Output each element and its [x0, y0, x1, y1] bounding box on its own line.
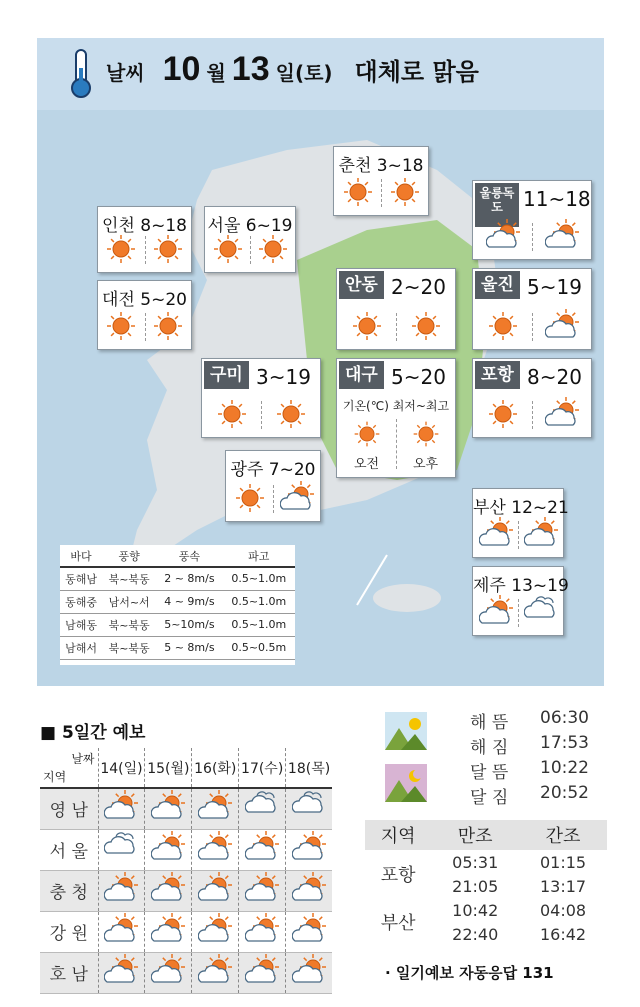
- sun-icon: [233, 481, 267, 515]
- moonset-label: 달 짐: [470, 788, 509, 808]
- city-card-daejeon: [97, 280, 192, 350]
- sun-icon: [211, 232, 245, 266]
- moonrise-label: 달 뜸: [470, 763, 509, 783]
- sun-icon: [151, 309, 185, 343]
- city-badge-pohang: 포항: [475, 361, 520, 389]
- moonrise-icon: [385, 764, 427, 802]
- table-row: 영 남: [40, 788, 332, 829]
- city-range-pohang: 8~20: [527, 365, 582, 389]
- forecast-day: 14(일): [98, 748, 145, 788]
- title-summary: 대체로 맑음: [354, 58, 479, 86]
- city-label-chuncheon: 춘천 3~18: [338, 156, 424, 176]
- cloudy-icon: [104, 831, 138, 865]
- sunrise-icon: [385, 712, 427, 750]
- partly-cloudy-icon: [545, 397, 579, 431]
- partly-cloudy-icon: [292, 831, 326, 865]
- partly-cloudy-icon: [545, 309, 579, 343]
- table-row: 강 원: [40, 911, 332, 952]
- table-row: 21:05 13:17: [452, 876, 587, 896]
- sun-icon: [411, 419, 441, 449]
- title-month: 10: [162, 50, 201, 88]
- partly-cloudy-icon: [292, 872, 326, 906]
- thermometer-icon: [67, 48, 95, 100]
- moonset-time: 20:52: [540, 783, 589, 803]
- tide-header: 만조: [431, 820, 519, 850]
- sea-header: 바다: [60, 545, 102, 567]
- partly-cloudy-icon: [151, 954, 185, 988]
- city-range-ulleung: 11~18: [523, 187, 591, 211]
- partly-cloudy-icon: [151, 790, 185, 824]
- forecast-day: 17(수): [239, 748, 286, 788]
- city-card-daegu: [336, 358, 456, 478]
- city-card-pohang: [472, 358, 592, 438]
- partly-cloudy-icon: [245, 913, 279, 947]
- title-day-unit: 일(토): [275, 61, 333, 85]
- partly-cloudy-icon: [104, 872, 138, 906]
- sea-header: 풍향: [102, 545, 156, 567]
- sun-icon: [486, 397, 520, 431]
- partly-cloudy-icon: [245, 872, 279, 906]
- city-range-uljin: 5~19: [527, 275, 582, 299]
- table-row: 남해서 북~북동 5 ~ 8m/s 0.5~0.5m: [60, 636, 295, 659]
- cloudy-icon: [245, 790, 279, 824]
- table-row: 동해남 북~북동 2 ~ 8m/s 0.5~1.0m: [60, 567, 295, 590]
- footer-note: · 일기예보 자동응답 131: [385, 964, 554, 982]
- tide-header: 간조: [519, 820, 607, 850]
- city-card-chuncheon: [333, 146, 429, 216]
- partly-cloudy-icon: [292, 954, 326, 988]
- table-row: 호 남: [40, 952, 332, 993]
- city-card-incheon: [97, 206, 192, 273]
- city-card-seoul: [204, 206, 296, 273]
- daegu-pm-label: 오후: [412, 457, 439, 472]
- city-card-busan: [472, 488, 569, 558]
- forecast-title: ■ 5일간 예보: [40, 723, 146, 743]
- table-row: 부산 10:42 04:08: [380, 900, 587, 934]
- partly-cloudy-icon: [198, 790, 232, 824]
- table-row: 서 울: [40, 829, 332, 870]
- partly-cloudy-icon: [245, 954, 279, 988]
- cloudy-icon: [524, 595, 558, 629]
- moonrise-time: 10:22: [540, 758, 589, 778]
- jeju-island-shape: [373, 584, 441, 612]
- sun-icon: [104, 309, 138, 343]
- partly-cloudy-icon: [486, 219, 520, 253]
- sun-icon: [486, 309, 520, 343]
- city-card-gwangju: [225, 450, 321, 522]
- sun-icon: [341, 175, 375, 209]
- partly-cloudy-icon: [151, 831, 185, 865]
- daegu-am-label: 오전: [353, 457, 380, 472]
- city-badge-gumi: 구미: [204, 361, 249, 389]
- city-badge-ulleung: 울릉독도: [475, 183, 519, 227]
- partly-cloudy-icon: [198, 954, 232, 988]
- partly-cloudy-icon: [280, 481, 314, 515]
- sea-header: 풍속: [156, 545, 222, 567]
- sun-icon: [274, 397, 308, 431]
- cloudy-icon: [292, 790, 326, 824]
- sunset-time: 17:53: [540, 733, 589, 753]
- city-card-uljin: [472, 268, 592, 350]
- partly-cloudy-icon: [292, 913, 326, 947]
- partly-cloudy-icon: [545, 219, 579, 253]
- partly-cloudy-icon: [479, 517, 513, 551]
- city-badge-uljin: 울진: [475, 271, 520, 299]
- partly-cloudy-icon: [245, 831, 279, 865]
- daegu-legend-label: 기온(℃) 최저~최고: [342, 399, 450, 413]
- partly-cloudy-icon: [104, 790, 138, 824]
- sunrise-time: 06:30: [540, 708, 589, 728]
- city-badge-andong: 안동: [339, 271, 384, 299]
- partly-cloudy-icon: [198, 831, 232, 865]
- city-label-jeju: 제주 13~19: [473, 576, 569, 596]
- sunset-label: 해 짐: [470, 738, 509, 758]
- city-label-daejeon: 대전 5~20: [102, 290, 187, 310]
- title-month-unit: 월: [206, 61, 226, 85]
- partly-cloudy-icon: [479, 595, 513, 629]
- partly-cloudy-icon: [151, 872, 185, 906]
- tide-table: [365, 820, 607, 946]
- title-day: 13: [231, 50, 270, 88]
- partly-cloudy-icon: [198, 872, 232, 906]
- sun-icon: [256, 232, 290, 266]
- table-row: 동해중 남서~서 4 ~ 9m/s 0.5~1.0m: [60, 590, 295, 613]
- city-label-busan: 부산 12~21: [473, 498, 569, 518]
- sun-icon: [104, 232, 138, 266]
- page-title: [106, 50, 479, 100]
- city-range-andong: 2~20: [391, 275, 446, 299]
- table-row: 충 청: [40, 870, 332, 911]
- city-card-jeju: [472, 566, 569, 636]
- city-range-gumi: 3~19: [256, 365, 311, 389]
- forecast-day: 18(목): [286, 748, 332, 788]
- partly-cloudy-icon: [524, 517, 558, 551]
- sun-icon: [388, 175, 422, 209]
- city-label-seoul: 서울 6~19: [207, 216, 293, 236]
- tide-header: 지역: [365, 820, 431, 850]
- forecast-corner: 날짜 지역: [40, 748, 98, 788]
- partly-cloudy-icon: [198, 913, 232, 947]
- sunrise-label: 해 뜸: [470, 713, 509, 733]
- forecast-day: 15(월): [145, 748, 192, 788]
- sun-icon: [215, 397, 249, 431]
- city-label-gwangju: 광주 7~20: [230, 460, 316, 480]
- city-badge-daegu: 대구: [339, 361, 384, 389]
- table-row: 남해동 북~북동 5~10m/s 0.5~1.0m: [60, 613, 295, 636]
- city-card-gumi: [201, 358, 321, 438]
- sun-icon: [350, 309, 384, 343]
- sun-icon: [151, 232, 185, 266]
- partly-cloudy-icon: [151, 913, 185, 947]
- sea-table: [60, 545, 295, 665]
- table-row: 포항 05:31 01:15: [380, 852, 587, 886]
- title-label: 날씨: [106, 61, 145, 85]
- forecast-day: 16(화): [192, 748, 239, 788]
- city-range-daegu: 5~20: [391, 365, 446, 389]
- city-card-andong: [336, 268, 456, 350]
- city-card-ulleung: [472, 180, 592, 260]
- sea-header: 파고: [223, 545, 295, 567]
- sun-icon: [409, 309, 443, 343]
- city-label-incheon: 인천 8~18: [102, 216, 187, 236]
- sun-icon: [352, 419, 382, 449]
- forecast-table: [40, 748, 332, 994]
- partly-cloudy-icon: [104, 954, 138, 988]
- table-row: 22:40 16:42: [452, 924, 587, 944]
- partly-cloudy-icon: [104, 913, 138, 947]
